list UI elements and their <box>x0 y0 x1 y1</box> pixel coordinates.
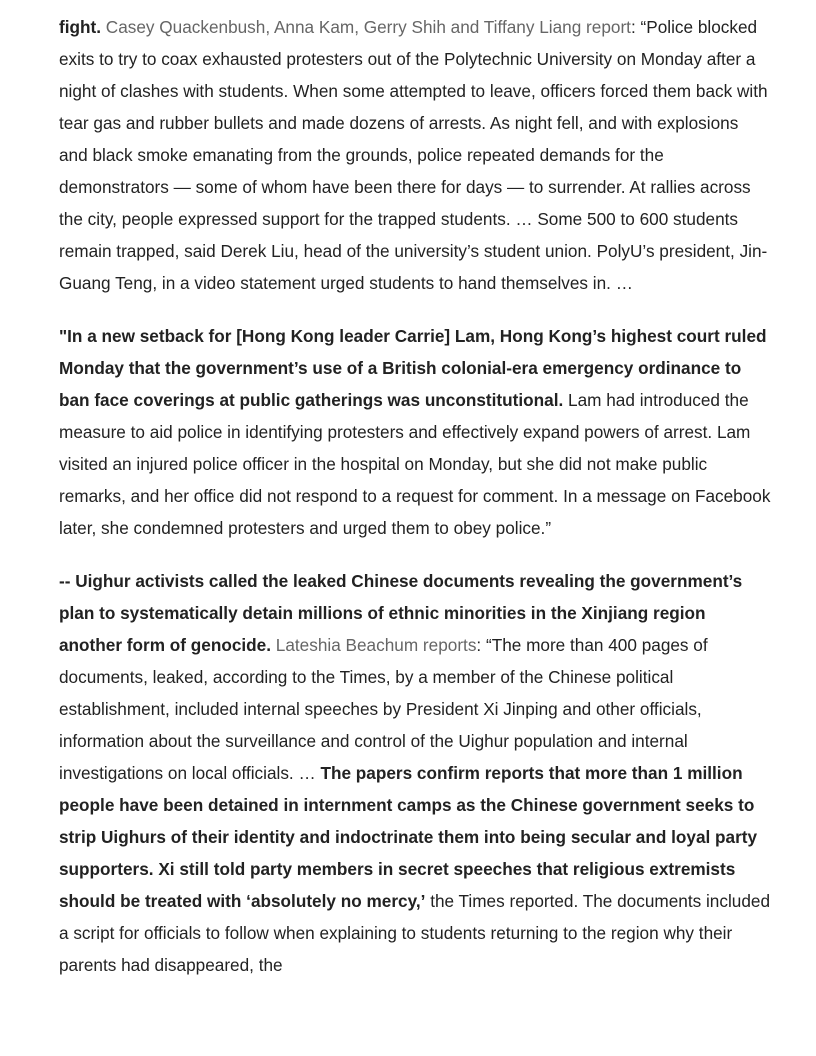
paragraph-text: : “Police blocked exits to try to coax exhausted protesters out of the Polytechnic University on Monday after a night of clashes with students. When some attempted to leave, officers forced them back with tear gas and rubber bullets and made dozens of arrests. As night fell, and with explosions and black smoke emanating from the grounds, police repeated demands for the demonstrators — some of whom have been there for days — to surrender. At rallies across the city, people expressed support for the trapped students. … Some 500 to 600 students remain trapped, said Derek Liu, head of the university’s student union. PolyU’s president, Jin-Guang Teng, in a video statement urged students to hand themselves in. … <box>59 17 768 293</box>
paragraph-polyu-siege <box>59 11 771 299</box>
bold-lead: -- Uighur activists called the leaked Chinese documents revealing the government’s plan to systematically detain millions of ethnic minorities in the Xinjiang region another form of genocide. <box>59 571 743 655</box>
paragraph-uighur-documents <box>59 565 771 981</box>
byline-link[interactable]: Casey Quackenbush, Anna Kam, Gerry Shih and Tiffany Liang report <box>105 17 631 37</box>
bold-quote: The papers confirm reports that more than 1 million people have been detained in internment camps as the Chinese government seeks to strip Uighurs of their identity and indoctrinate them into being secular and loyal party supporters. Xi still told party members in secret speeches that religious extremists should be treated with ‘absolutely no mercy,’ <box>59 763 758 911</box>
paragraph-text: : “The more than 400 pages of documents, leaked, according to the Times, by a member of the Chinese political establishment, included internal speeches by President Xi Jinping and other officials, information about the surveillance and control of the Uighur population and internal investigations on local officials. … <box>59 635 708 783</box>
bold-lead: "In a new setback for [Hong Kong leader Carrie] Lam, Hong Kong’s highest court ruled Monday that the government’s use of a British colonial-era emergency ordinance to ban face coverings at public gatherings was unconstitutional. <box>59 326 767 410</box>
paragraph-court-ruling <box>59 320 771 544</box>
paragraph-text: Lam had introduced the measure to aid police in identifying protesters and effectively expand powers of arrest. Lam visited an injured police officer in the hospital on Monday, but she did not make public remarks, and her office did not respond to a request for comment. In a message on Facebook later, she condemned protesters and urged them to obey police.” <box>59 390 771 538</box>
bold-lead: fight. <box>59 17 101 37</box>
paragraph-tail: the Times reported. The documents included a script for officials to follow when explaining to students returning to the region why their parents had disappeared, the <box>59 891 771 975</box>
article-body <box>59 11 771 1002</box>
byline-link[interactable]: Lateshia Beachum reports <box>275 635 477 655</box>
